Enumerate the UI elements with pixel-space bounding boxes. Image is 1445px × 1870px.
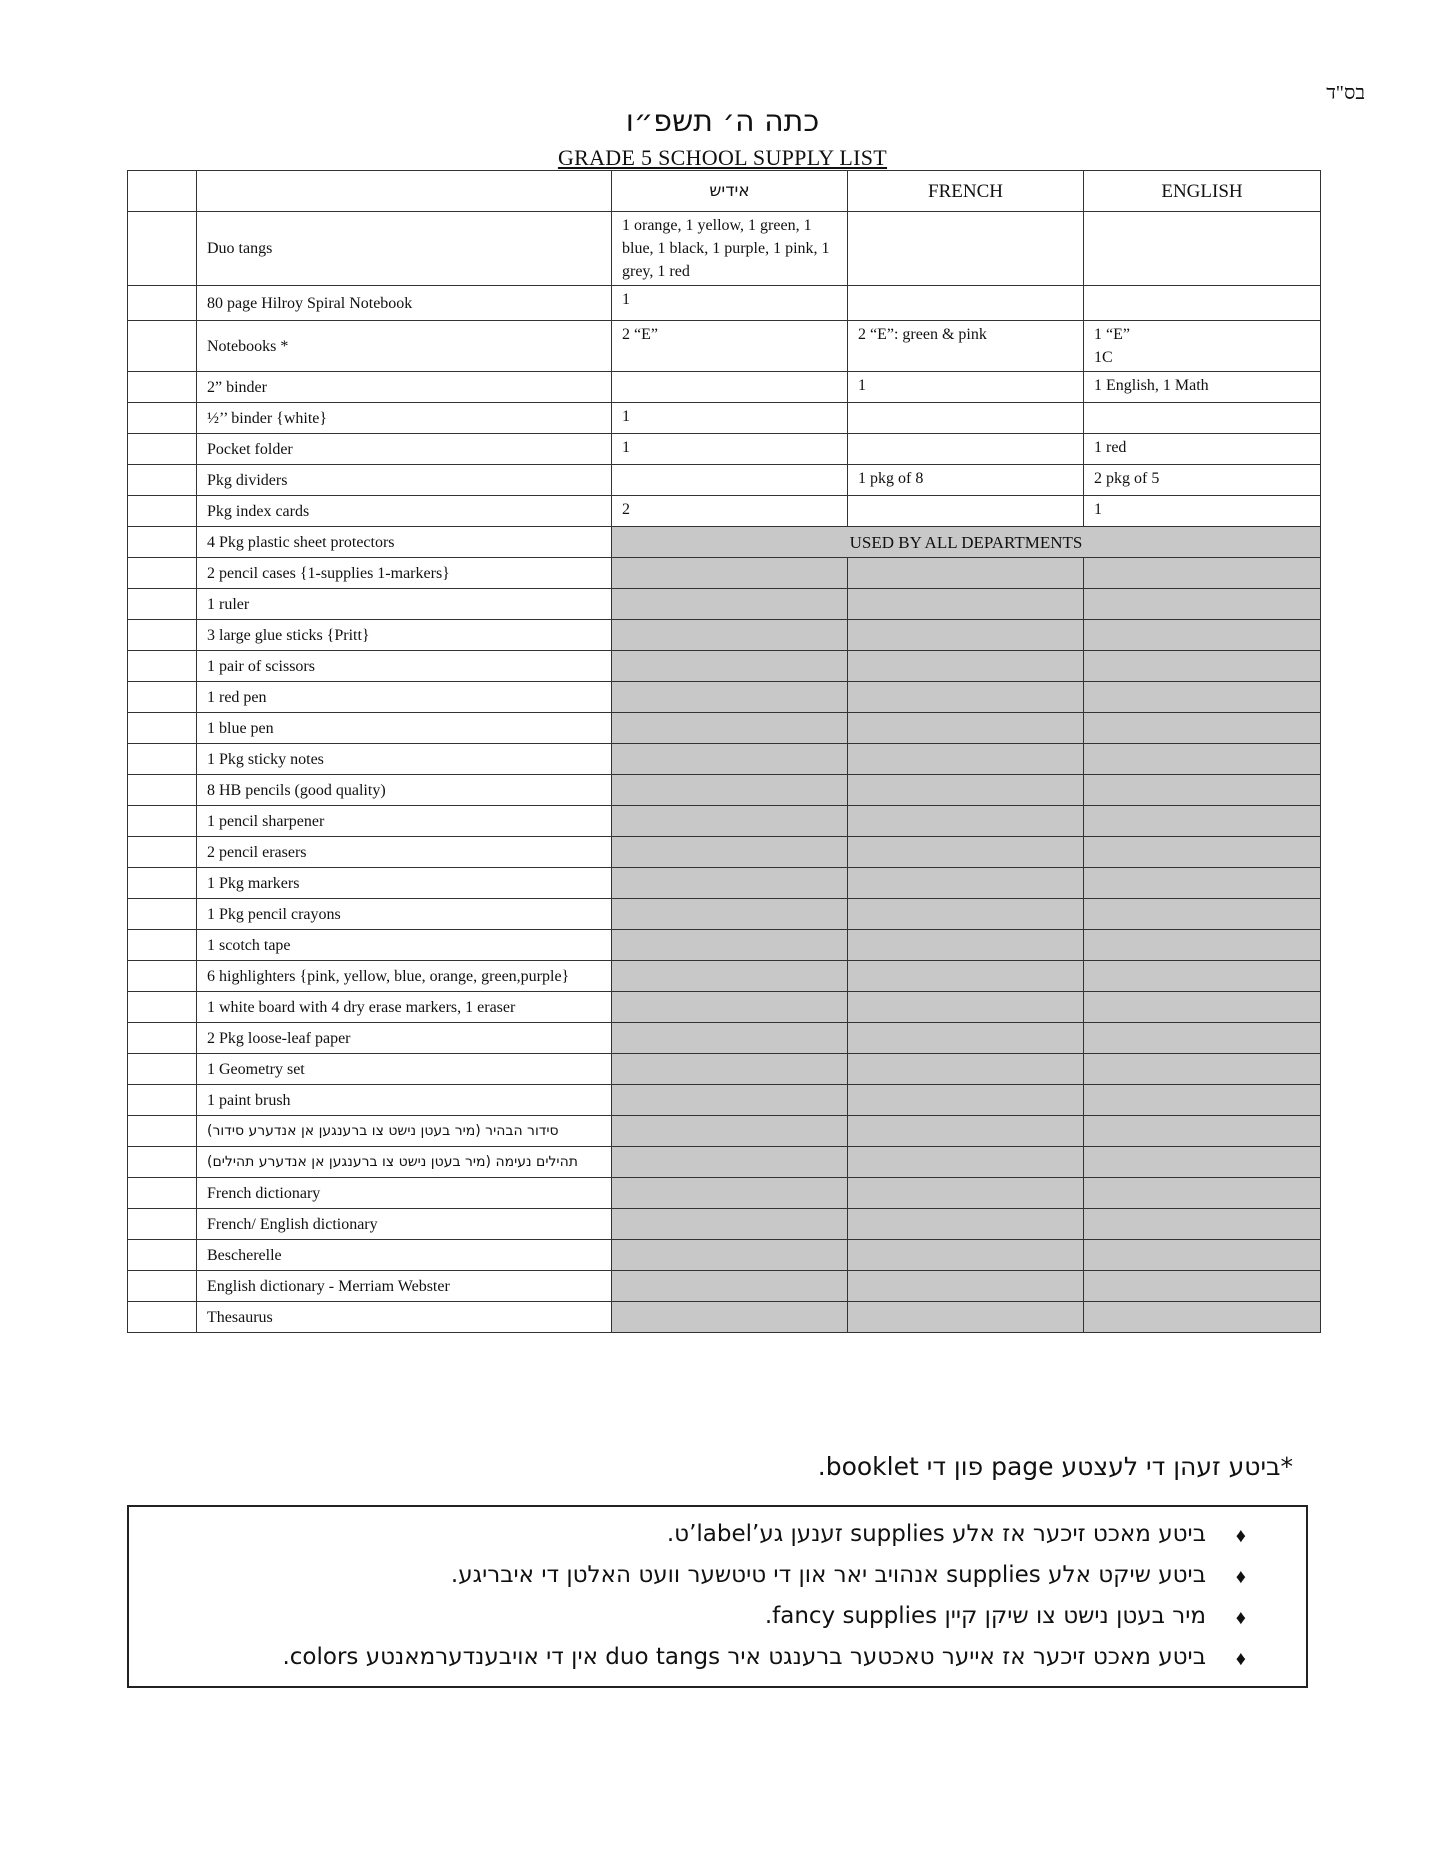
row-number-cell bbox=[128, 1085, 197, 1116]
shaded-cell bbox=[848, 713, 1084, 744]
table-header-row bbox=[128, 171, 1321, 212]
table-row bbox=[128, 1240, 1321, 1271]
shaded-cell bbox=[612, 899, 848, 930]
yiddish-quantity: 2 bbox=[612, 496, 848, 527]
shaded-cell bbox=[848, 1178, 1084, 1209]
item-name: 8 HB pencils (good quality) bbox=[197, 775, 612, 806]
note-item: ביטע מאכט זיכער אז אייער טאכטער ברענגט איר duo tangs אין די אויבענדערמאנטע colors. bbox=[282, 1644, 1206, 1670]
shaded-cell bbox=[612, 620, 848, 651]
item-name: 80 page Hilroy Spiral Notebook bbox=[197, 286, 612, 321]
shaded-cell bbox=[1084, 1116, 1321, 1147]
row-number-cell bbox=[128, 212, 197, 286]
french-quantity bbox=[848, 286, 1084, 321]
shaded-cell bbox=[612, 1271, 848, 1302]
row-number-cell bbox=[128, 403, 197, 434]
shaded-cell bbox=[1084, 992, 1321, 1023]
item-name: 6 highlighters {pink, yellow, blue, orange, green,purple} bbox=[197, 961, 612, 992]
item-name: 2” binder bbox=[197, 372, 612, 403]
shaded-cell bbox=[848, 806, 1084, 837]
yiddish-quantity: 1 orange, 1 yellow, 1 green, 1 blue, 1 black, 1 purple, 1 pink, 1 grey, 1 red bbox=[612, 212, 848, 286]
row-number-cell bbox=[128, 558, 197, 589]
english-quantity-line: 1 “E” bbox=[1094, 326, 1130, 343]
shaded-cell bbox=[612, 1116, 848, 1147]
shaded-cell bbox=[1084, 1302, 1321, 1333]
item-name: Bescherelle bbox=[197, 1240, 612, 1271]
shaded-cell bbox=[612, 713, 848, 744]
row-number-cell bbox=[128, 372, 197, 403]
shaded-cell bbox=[848, 1116, 1084, 1147]
english-quantity bbox=[1084, 496, 1321, 527]
table-row bbox=[128, 713, 1321, 744]
diamond-bullet-icon: ♦ bbox=[1235, 1648, 1246, 1670]
shared-departments-note: USED BY ALL DEPARTMENTS bbox=[612, 527, 1321, 558]
table-row bbox=[128, 589, 1321, 620]
table-row bbox=[128, 961, 1321, 992]
shaded-cell bbox=[848, 1023, 1084, 1054]
table-row bbox=[128, 1209, 1321, 1240]
shaded-cell bbox=[1084, 1054, 1321, 1085]
row-number-cell bbox=[128, 1271, 197, 1302]
row-number-cell bbox=[128, 620, 197, 651]
shaded-cell bbox=[1084, 1147, 1321, 1178]
shaded-cell bbox=[1084, 1271, 1321, 1302]
item-name: 1 scotch tape bbox=[197, 930, 612, 961]
row-number-cell bbox=[128, 527, 197, 558]
table-row bbox=[128, 868, 1321, 899]
row-number-cell bbox=[128, 837, 197, 868]
shaded-cell bbox=[848, 682, 1084, 713]
yiddish-quantity: 1 bbox=[612, 434, 848, 465]
shaded-cell bbox=[848, 558, 1084, 589]
shaded-cell bbox=[848, 930, 1084, 961]
shaded-cell bbox=[1084, 961, 1321, 992]
table-row bbox=[128, 1271, 1321, 1302]
row-number-cell bbox=[128, 868, 197, 899]
item-name: Pkg index cards bbox=[197, 496, 612, 527]
item-name: 1 white board with 4 dry erase markers, 1 eraser bbox=[197, 992, 612, 1023]
shaded-cell bbox=[848, 1302, 1084, 1333]
shaded-cell bbox=[612, 1147, 848, 1178]
row-number-cell bbox=[128, 713, 197, 744]
table-row bbox=[128, 744, 1321, 775]
shaded-cell bbox=[612, 1054, 848, 1085]
item-name: 1 Pkg pencil crayons bbox=[197, 899, 612, 930]
note-item: מיר בעטן נישט צו שיקן קיין fancy supplies. bbox=[764, 1603, 1206, 1629]
shaded-cell bbox=[1084, 682, 1321, 713]
shaded-cell bbox=[612, 992, 848, 1023]
row-number-cell bbox=[128, 1178, 197, 1209]
shaded-cell bbox=[1084, 868, 1321, 899]
shaded-cell bbox=[1084, 589, 1321, 620]
shaded-cell bbox=[848, 775, 1084, 806]
item-name: Duo tangs bbox=[197, 212, 612, 286]
column-header-english: ENGLISH bbox=[1084, 171, 1321, 212]
shaded-cell bbox=[1084, 713, 1321, 744]
shaded-cell bbox=[1084, 1178, 1321, 1209]
shaded-cell bbox=[1084, 558, 1321, 589]
table-row bbox=[128, 212, 1321, 286]
table-row bbox=[128, 1116, 1321, 1147]
table-row bbox=[128, 899, 1321, 930]
item-name: 1 pair of scissors bbox=[197, 651, 612, 682]
english-quantity bbox=[1084, 321, 1321, 372]
shaded-cell bbox=[1084, 899, 1321, 930]
shaded-cell bbox=[1084, 620, 1321, 651]
shaded-cell bbox=[848, 1271, 1084, 1302]
shaded-cell bbox=[848, 1054, 1084, 1085]
item-name: 4 Pkg plastic sheet protectors bbox=[197, 527, 612, 558]
row-number-cell bbox=[128, 961, 197, 992]
yiddish-quantity bbox=[612, 372, 848, 403]
row-number-cell bbox=[128, 496, 197, 527]
row-number-cell bbox=[128, 1240, 197, 1271]
shaded-cell bbox=[1084, 930, 1321, 961]
shaded-cell bbox=[848, 837, 1084, 868]
row-number-cell bbox=[128, 992, 197, 1023]
english-quantity bbox=[1084, 434, 1321, 465]
shaded-cell bbox=[848, 620, 1084, 651]
english-quantity bbox=[1084, 403, 1321, 434]
row-number-cell bbox=[128, 1209, 197, 1240]
item-name: Notebooks * bbox=[197, 321, 612, 372]
row-number-cell bbox=[128, 775, 197, 806]
row-number-cell bbox=[128, 321, 197, 372]
shaded-cell bbox=[848, 589, 1084, 620]
shaded-cell bbox=[848, 1085, 1084, 1116]
shaded-cell bbox=[848, 992, 1084, 1023]
french-quantity: 2 “E”: green & pink bbox=[848, 321, 1084, 372]
shaded-cell bbox=[612, 1209, 848, 1240]
english-quantity-line: 1 bbox=[1094, 501, 1102, 518]
item-name: 1 ruler bbox=[197, 589, 612, 620]
item-name: תהילים נעימה (מיר בעטן נישט צו ברענגען אן אנדערע תהילים) bbox=[197, 1147, 612, 1178]
shaded-cell bbox=[612, 651, 848, 682]
item-name: 1 Pkg markers bbox=[197, 868, 612, 899]
item-name: 2 pencil cases {1-supplies 1-markers} bbox=[197, 558, 612, 589]
shaded-cell bbox=[612, 868, 848, 899]
row-number-cell bbox=[128, 744, 197, 775]
yiddish-quantity: 1 bbox=[612, 403, 848, 434]
shaded-cell bbox=[612, 1178, 848, 1209]
page-title-hebrew: כתה ה׳ תשפ״ו bbox=[625, 104, 820, 139]
shaded-cell bbox=[1084, 837, 1321, 868]
item-name: 1 red pen bbox=[197, 682, 612, 713]
row-number-cell bbox=[128, 434, 197, 465]
item-name: 1 paint brush bbox=[197, 1085, 612, 1116]
table-row bbox=[128, 1023, 1321, 1054]
notes-box bbox=[127, 1505, 1308, 1688]
table-row bbox=[128, 403, 1321, 434]
note-item: ביטע מאכט זיכער אז אלע supplies זענען גע’label’ט. bbox=[666, 1521, 1206, 1547]
shaded-cell bbox=[1084, 775, 1321, 806]
french-quantity bbox=[848, 496, 1084, 527]
shaded-cell bbox=[1084, 744, 1321, 775]
row-number-cell bbox=[128, 806, 197, 837]
english-quantity bbox=[1084, 212, 1321, 286]
diamond-bullet-icon: ♦ bbox=[1235, 1525, 1246, 1547]
column-header-french: FRENCH bbox=[848, 171, 1084, 212]
item-name: 1 blue pen bbox=[197, 713, 612, 744]
shaded-cell bbox=[848, 1147, 1084, 1178]
item-name: 2 pencil erasers bbox=[197, 837, 612, 868]
shaded-cell bbox=[848, 651, 1084, 682]
corner-mark: בס"ד bbox=[1326, 82, 1365, 104]
item-name: 2 Pkg loose-leaf paper bbox=[197, 1023, 612, 1054]
supply-table bbox=[127, 170, 1321, 1333]
english-quantity bbox=[1084, 286, 1321, 321]
yiddish-quantity bbox=[612, 465, 848, 496]
item-name: סידור הבהיר (מיר בעטן נישט צו ברענגען אן אנדערע סידור) bbox=[197, 1116, 612, 1147]
item-name: French dictionary bbox=[197, 1178, 612, 1209]
shaded-cell bbox=[612, 1240, 848, 1271]
table-row bbox=[128, 806, 1321, 837]
english-quantity bbox=[1084, 372, 1321, 403]
row-number-cell bbox=[128, 651, 197, 682]
english-quantity-line: 1C bbox=[1094, 349, 1113, 366]
shaded-cell bbox=[612, 837, 848, 868]
french-quantity bbox=[848, 212, 1084, 286]
item-name: Pocket folder bbox=[197, 434, 612, 465]
shaded-cell bbox=[612, 558, 848, 589]
yiddish-quantity: 2 “E” bbox=[612, 321, 848, 372]
english-quantity bbox=[1084, 465, 1321, 496]
column-header bbox=[197, 171, 612, 212]
item-name: ½’’ binder {white} bbox=[197, 403, 612, 434]
table-row bbox=[128, 775, 1321, 806]
shaded-cell bbox=[612, 1023, 848, 1054]
item-name: Pkg dividers bbox=[197, 465, 612, 496]
table-row bbox=[128, 372, 1321, 403]
english-quantity-line: 2 pkg of 5 bbox=[1094, 470, 1160, 487]
shaded-cell bbox=[1084, 1085, 1321, 1116]
item-name: 1 pencil sharpener bbox=[197, 806, 612, 837]
shaded-cell bbox=[848, 1209, 1084, 1240]
item-name: 1 Geometry set bbox=[197, 1054, 612, 1085]
shaded-cell bbox=[1084, 1023, 1321, 1054]
page-title-english: GRADE 5 SCHOOL SUPPLY LIST bbox=[557, 145, 888, 170]
table-row bbox=[128, 321, 1321, 372]
shaded-cell bbox=[612, 775, 848, 806]
table-row bbox=[128, 434, 1321, 465]
table-row bbox=[128, 651, 1321, 682]
shaded-cell bbox=[612, 806, 848, 837]
shaded-cell bbox=[848, 1240, 1084, 1271]
french-quantity bbox=[848, 403, 1084, 434]
shaded-cell bbox=[612, 1302, 848, 1333]
table-row bbox=[128, 1178, 1321, 1209]
row-number-cell bbox=[128, 1054, 197, 1085]
shaded-cell bbox=[612, 682, 848, 713]
table-row bbox=[128, 558, 1321, 589]
shaded-cell bbox=[1084, 1240, 1321, 1271]
row-number-cell bbox=[128, 1116, 197, 1147]
table-row bbox=[128, 527, 1321, 558]
english-quantity-line: 1 red bbox=[1094, 439, 1127, 456]
shaded-cell bbox=[612, 589, 848, 620]
shaded-cell bbox=[1084, 1209, 1321, 1240]
diamond-bullet-icon: ♦ bbox=[1235, 1566, 1246, 1588]
row-number-cell bbox=[128, 682, 197, 713]
english-quantity-line: 1 English, 1 Math bbox=[1094, 377, 1209, 394]
shaded-cell bbox=[848, 899, 1084, 930]
item-name: 1 Pkg sticky notes bbox=[197, 744, 612, 775]
column-header bbox=[128, 171, 197, 212]
table-row bbox=[128, 1085, 1321, 1116]
shaded-cell bbox=[612, 1085, 848, 1116]
row-number-cell bbox=[128, 1302, 197, 1333]
shaded-cell bbox=[848, 961, 1084, 992]
french-quantity: 1 bbox=[848, 372, 1084, 403]
table-row bbox=[128, 930, 1321, 961]
row-number-cell bbox=[128, 1023, 197, 1054]
shaded-cell bbox=[612, 744, 848, 775]
item-name: Thesaurus bbox=[197, 1302, 612, 1333]
row-number-cell bbox=[128, 589, 197, 620]
table-row bbox=[128, 620, 1321, 651]
note-item: ביטע שיקט אלע supplies אנהויב יאר און די טיטשער וועט האלטן די איבריגע. bbox=[450, 1562, 1206, 1588]
item-name: French/ English dictionary bbox=[197, 1209, 612, 1240]
table-row bbox=[128, 837, 1321, 868]
table-row bbox=[128, 1054, 1321, 1085]
row-number-cell bbox=[128, 465, 197, 496]
french-quantity bbox=[848, 434, 1084, 465]
shaded-cell bbox=[612, 930, 848, 961]
column-header-yiddish: אידיש bbox=[612, 171, 848, 212]
row-number-cell bbox=[128, 930, 197, 961]
shaded-cell bbox=[848, 744, 1084, 775]
row-number-cell bbox=[128, 1147, 197, 1178]
yiddish-quantity: 1 bbox=[612, 286, 848, 321]
footnote: *ביטע זעהן די לעצטע page פון די booklet. bbox=[817, 1452, 1293, 1481]
shaded-cell bbox=[1084, 806, 1321, 837]
diamond-bullet-icon: ♦ bbox=[1235, 1607, 1246, 1629]
table-row bbox=[128, 992, 1321, 1023]
french-quantity: 1 pkg of 8 bbox=[848, 465, 1084, 496]
shaded-cell bbox=[612, 961, 848, 992]
table-row bbox=[128, 1302, 1321, 1333]
table-row bbox=[128, 465, 1321, 496]
table-row bbox=[128, 496, 1321, 527]
item-name: English dictionary - Merriam Webster bbox=[197, 1271, 612, 1302]
table-row bbox=[128, 1147, 1321, 1178]
row-number-cell bbox=[128, 899, 197, 930]
table-row bbox=[128, 682, 1321, 713]
item-name: 3 large glue sticks {Pritt} bbox=[197, 620, 612, 651]
row-number-cell bbox=[128, 286, 197, 321]
shaded-cell bbox=[1084, 651, 1321, 682]
table-row bbox=[128, 286, 1321, 321]
shaded-cell bbox=[848, 868, 1084, 899]
